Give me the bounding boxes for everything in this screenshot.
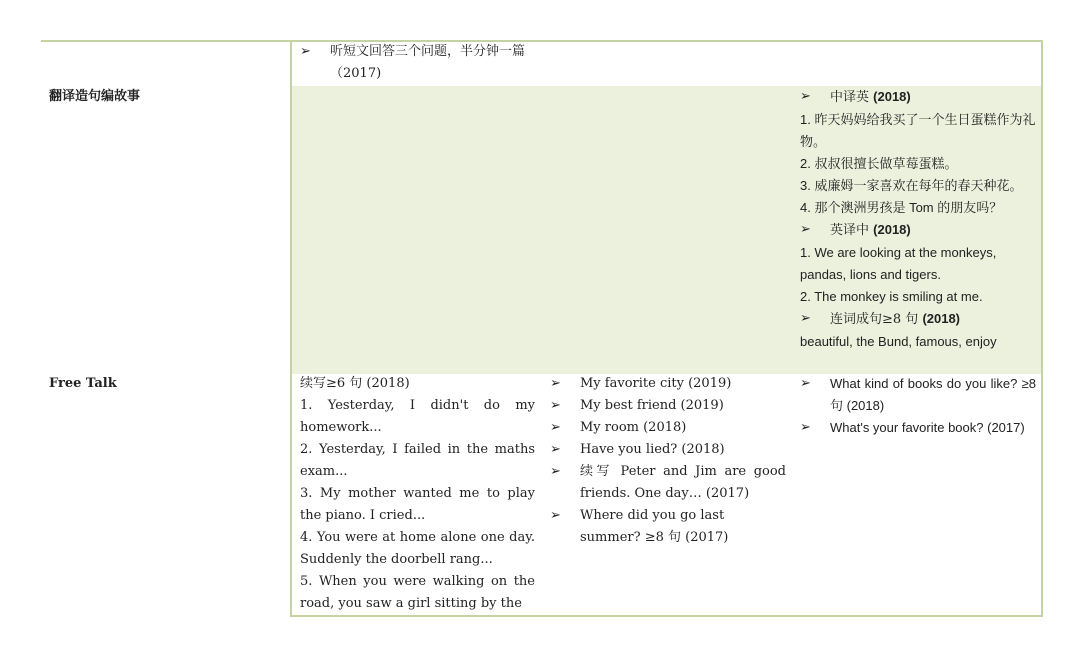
story-prompt: 2. Yesterday, I failed in the maths exam...: [300, 442, 535, 479]
question-item: [800, 373, 1036, 417]
freetalk-col3-cell: [550, 373, 786, 549]
en-zh-heading: [800, 219, 1038, 242]
prev-row-text: 听短文回答三个问题，半分钟一篇（2017): [330, 44, 526, 81]
topic-item: [550, 505, 786, 549]
freetalk-col4-cell: [800, 373, 1036, 439]
sentence-year: (2018): [922, 311, 961, 326]
zh-item: 2. 叔叔很擅长做草莓蛋糕。: [800, 156, 958, 171]
prev-row-cell: [300, 41, 540, 85]
topic-item: [550, 417, 786, 439]
en-item: 1. We are looking at the monkeys, pandas, lions and tigers.: [800, 245, 997, 282]
question-item: [800, 417, 1036, 439]
arrow-bullet-icon: ➢: [550, 376, 561, 391]
topic-text: My room (2018): [580, 420, 687, 435]
bottom-rule: [290, 615, 1043, 617]
row-label-translation: 翻译造句编故事: [49, 89, 141, 104]
zh-en-year: (2018): [873, 89, 911, 104]
sentence-words: beautiful, the Bund, famous, enjoy: [800, 334, 997, 349]
story-prompt: 4. You were at home alone one day. Suddenly the doorbell rang...: [300, 530, 535, 567]
zh-en-heading: [800, 86, 1038, 109]
arrow-bullet-icon: ➢: [550, 508, 561, 523]
zh-en-title: 中译英: [830, 90, 870, 105]
prev-row-bullet-item: [300, 41, 540, 85]
question-text: What kind of books do you like? ≥8 句 (2018): [830, 376, 1036, 413]
en-zh-year: (2018): [873, 222, 911, 237]
topic-text: Where did you go last summer? ≥8 句 (2017): [580, 508, 729, 545]
arrow-bullet-icon: ➢: [550, 398, 561, 413]
zh-item: 4. 那个澳洲男孩是 Tom 的朋友吗？: [800, 200, 1003, 215]
topic-item: [550, 461, 786, 505]
arrow-bullet-icon: ➢: [800, 222, 811, 237]
arrow-bullet-icon: ➢: [300, 44, 311, 59]
sentence-title: 连词成句≥8 句: [830, 312, 919, 327]
story-prompt: 3. My mother wanted me to play the piano. I cried...: [300, 486, 535, 523]
translation-cell: [800, 86, 1038, 353]
arrow-bullet-icon: ➢: [550, 464, 561, 479]
row-label-free-talk: Free Talk: [49, 376, 117, 391]
arrow-bullet-icon: ➢: [550, 420, 561, 435]
freetalk-col2-cell: [300, 373, 535, 615]
arrow-bullet-icon: ➢: [800, 376, 811, 391]
topic-item: [550, 439, 786, 461]
topic-text: Have you lied? (2018): [580, 442, 725, 457]
topic-text: 续写 Peter and Jim are good friends. One day… (2017): [580, 464, 786, 501]
sentence-heading: [800, 308, 1038, 331]
en-zh-title: 英译中: [830, 223, 870, 238]
story-prompt: 1. Yesterday, I didn't do my homework...: [300, 398, 535, 435]
top-rule: [41, 40, 1043, 42]
topic-item: [550, 373, 786, 395]
topic-item: [550, 395, 786, 417]
zh-item: 1. 昨天妈妈给我买了一个生日蛋糕作为礼物。: [800, 112, 1036, 149]
right-border: [1041, 40, 1043, 617]
question-text: What's your favorite book? (2017): [830, 420, 1025, 435]
topic-text: My best friend (2019): [580, 398, 724, 413]
arrow-bullet-icon: ➢: [800, 311, 811, 326]
arrow-bullet-icon: ➢: [800, 89, 811, 104]
en-item: 2. The monkey is smiling at me.: [800, 289, 983, 304]
continuation-heading: 续写≥6 句 (2018): [300, 376, 410, 391]
topic-text: My favorite city (2019): [580, 376, 732, 391]
story-prompt: 5. When you were walking on the road, you saw a girl sitting by the: [300, 574, 535, 611]
arrow-bullet-icon: ➢: [800, 420, 811, 435]
zh-item: 3. 威廉姆一家喜欢在每年的春天种花。: [800, 178, 1023, 193]
arrow-bullet-icon: ➢: [550, 442, 561, 457]
